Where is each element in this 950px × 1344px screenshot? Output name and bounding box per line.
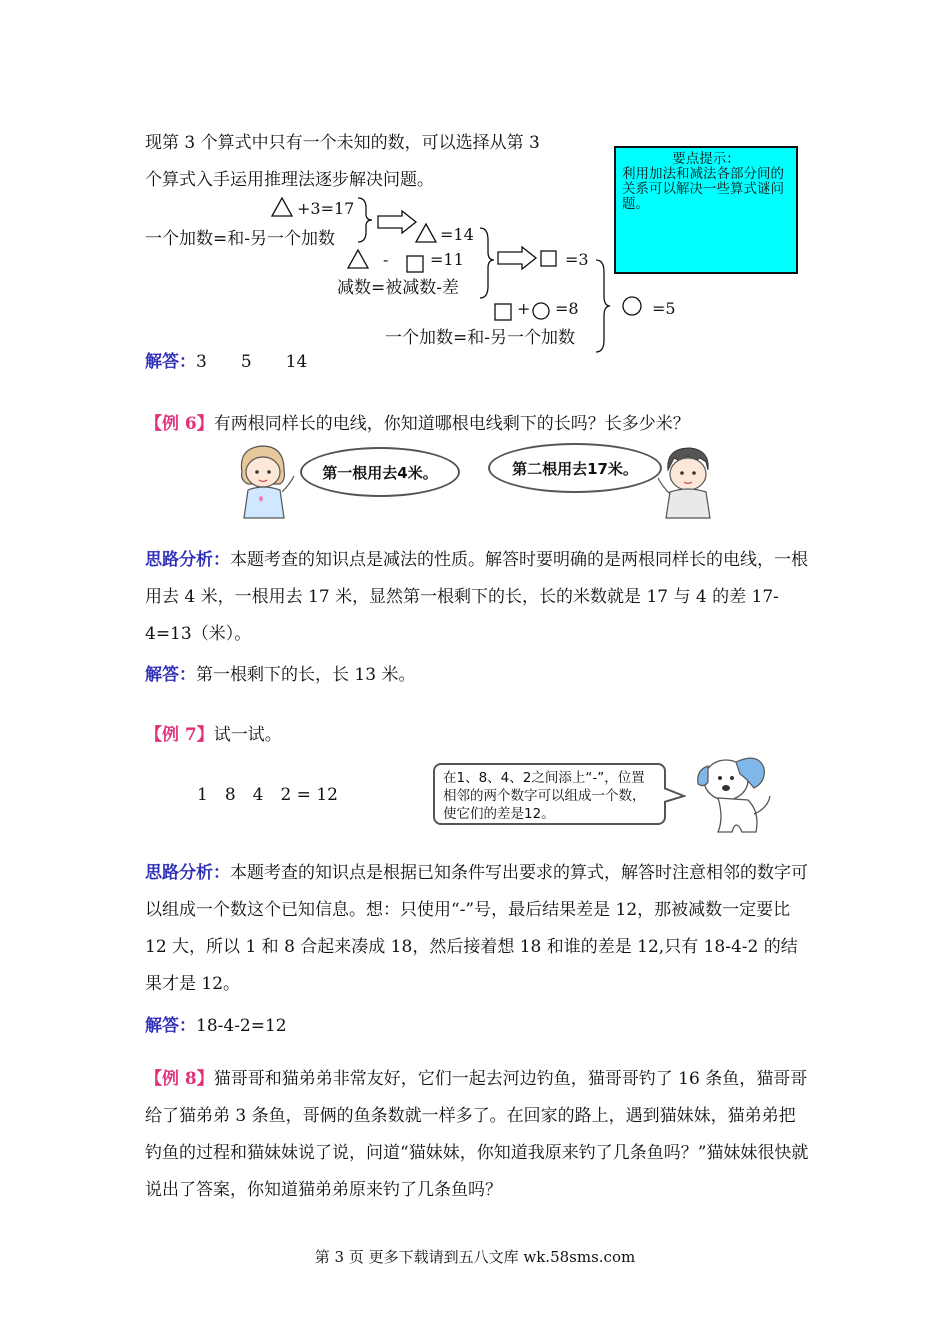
intro-line-2: 个算式入手运用推理法逐步解决问题。 [145,170,434,190]
ex6-question [145,409,690,434]
triangle-icon [272,198,292,216]
ex7-question [145,720,282,745]
hint-bubble [433,763,666,825]
answer-label: 解答： [145,1016,196,1036]
rule1-text: 一个加数=和-另一个加数 [145,229,335,249]
answer-5 [145,347,307,372]
analysis-text: 本题考查的知识点是减法的性质。解答时要明确的是两根同样长的电线，一根用去 4 米，一根用去 17 米，显然第一根剩下的长，长的米数就是 17 与 4 的差 17-4=13（米）。 [145,550,808,644]
intro-line-1: 现第 3 个算式中只有一个未知的数，可以选择从第 3 [145,133,540,153]
brace-1 [358,198,372,242]
square-icon [495,304,511,320]
square-icon [407,256,423,272]
ex6-question-text: 有两根同样长的电线，你知道哪根电线剩下的长吗？长多少米？ [213,414,690,434]
bubble-tail [664,786,686,806]
answer-text: 3 5 14 [196,352,308,372]
tip-title: 要点提示： [672,151,740,167]
page-footer: 第 3 页 更多下载请到五八文库 wk.58sms.com [314,1248,636,1266]
square-icon [541,251,556,266]
double-arrow-icon-1 [378,211,416,233]
dog-illustration [688,748,788,838]
eq2-result: =11 [430,250,464,269]
eq2-minus: - [383,250,389,269]
brace-2 [480,228,494,298]
girl-illustration [228,440,304,520]
double-arrow-icon-2 [498,247,536,269]
ex7-analysis [145,855,810,1003]
analysis-label: 思路分析： [145,863,230,883]
circle-icon [623,297,641,315]
rule2-text: 减数=被减数-差 [337,278,459,298]
ex8-tag: 【例 8】 [145,1069,214,1089]
speech-bubble-2: 第二根用去17米。 [488,443,662,493]
ex6-answer [145,660,415,685]
triangle-icon [416,224,436,242]
answer-label: 解答： [145,352,196,372]
boy-illustration [648,440,728,520]
rule3-text: 一个加数=和-另一个加数 [385,328,575,348]
ex7-answer [145,1011,287,1036]
ex7-tag: 【例 7】 [145,725,214,745]
brace-3 [596,260,610,352]
res1-text: =14 [440,225,474,244]
analysis-label: 思路分析： [145,550,230,570]
eq3-plus: + [517,299,531,318]
analysis-text: 本题考查的知识点是根据已知条件写出要求的算式，解答时注意相邻的数字可以组成一个数这个已知信息。想：只使用“-”号，最后结果差是 12，那被减数一定要比 12 大，所以 1 和 8 合起来凑成 18，然后接着想 18 和谁的差是 12,只有 18-4-2 的结果才是 12。 [145,863,808,994]
answer-text: 第一根剩下的长，长 13 米。 [196,665,416,685]
res2-text: =3 [565,250,589,269]
answer-text: 18-4-2=12 [196,1016,287,1036]
speech-bubble-1: 第一根用去4米。 [300,447,460,497]
ex6-tag: 【例 6】 [145,414,214,434]
eq3-result: =8 [555,299,579,318]
ex7-equation: 1 8 4 2 = 12 [197,785,338,805]
res3-text: =5 [652,299,676,318]
triangle-icon [348,250,368,268]
ex7-question-text: 试一试。 [213,725,282,745]
ex8-question [145,1061,810,1209]
tip-body: 利用加法和减法各部分间的关系可以解决一些算式谜问题。 [622,166,784,212]
hint-text: 在1、8、4、2之间添上“-”，位置相邻的两个数字可以组成一个数，使它们的差是12。 [443,770,646,822]
eq1-text: +3=17 [297,199,355,218]
answer-label: 解答： [145,665,196,685]
ex6-analysis [145,542,810,653]
circle-icon [533,303,549,319]
ex8-question-text: 猫哥哥和猫弟弟非常友好，它们一起去河边钓鱼，猫哥哥钓了 16 条鱼，猫哥哥给了猫弟弟 3 条鱼，哥俩的鱼条数就一样多了。在回家的路上，遇到猫妹妹，猫弟弟把钓鱼的过程和猫妹妹说了说，问道“猫妹妹，你知道我原来钓了几条鱼吗？”猫妹妹很快就说出了答案，你知道猫弟弟原来钓了几条鱼吗？ [145,1069,809,1200]
